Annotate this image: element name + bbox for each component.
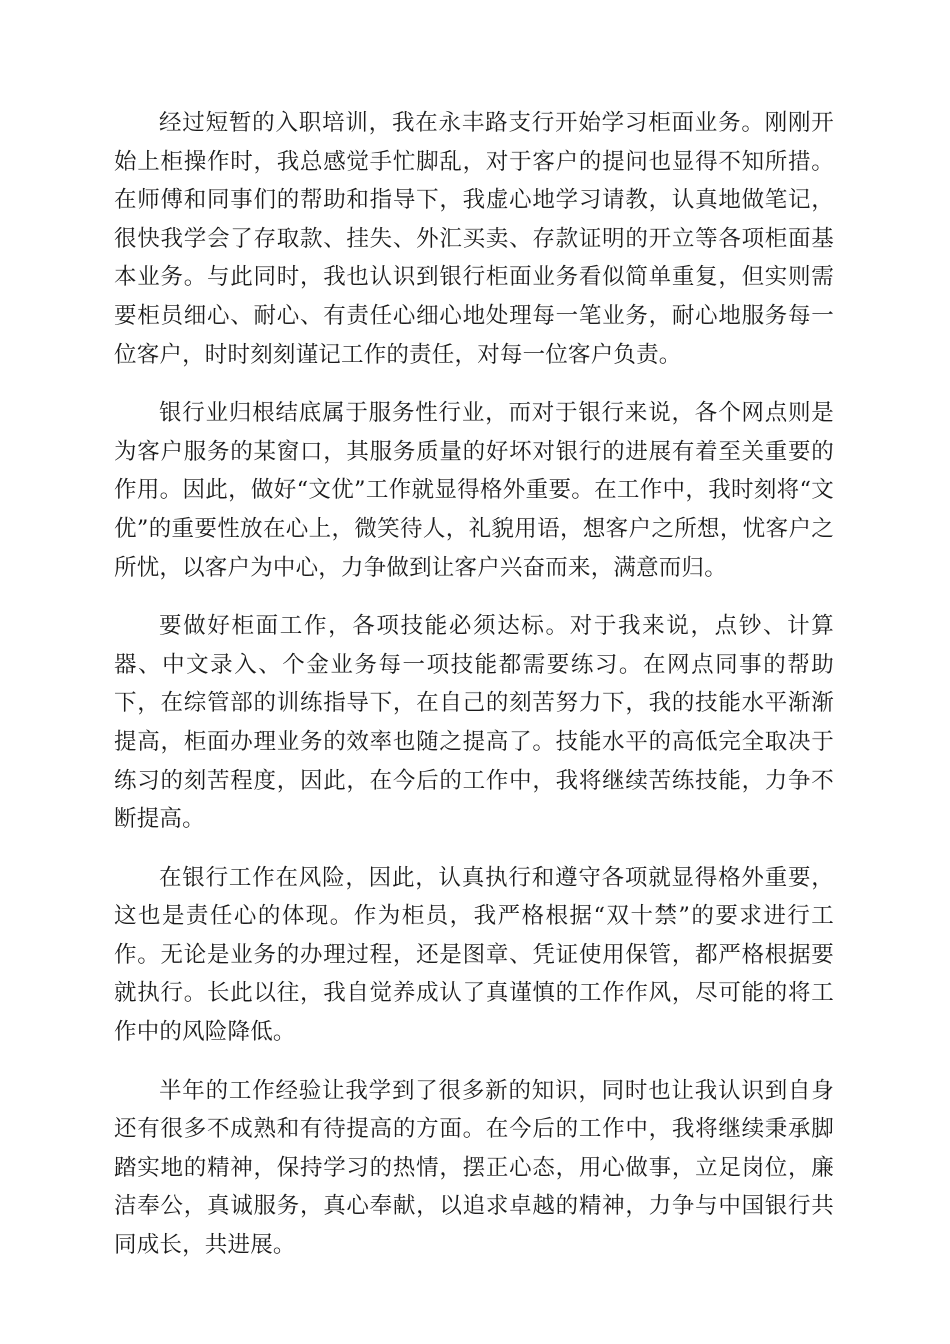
document-page xyxy=(114,104,834,1285)
paragraph-2: 银行业归根结底属于服务性行业，而对于银行来说，各个网点则是为客户服务的某窗口，其服务质量的好坏对银行的进展有着至关重要的作用。因此，做好“文优”工作就显得格外重要。在工作中，我时刻将“文优”的重要性放在心上，微笑待人，礼貌用语，想客户之所想，忧客户之所忧，以客户为中心，力争做到让客户兴奋而来，满意而归。 xyxy=(114,400,834,581)
paragraph-4: 在银行工作在风险，因此，认真执行和遵守各项就显得格外重要，这也是责任心的体现。作为柜员，我严格根据“双十禁”的要求进行工作。无论是业务的办理过程，还是图章、凭证使用保管，都严格根据要就执行。长此以往，我自觉养成认了真谨慎的工作作风，尽可能的将工作中的风险降低。 xyxy=(114,864,834,1046)
paragraph-1: 经过短暂的入职培训，我在永丰路支行开始学习柜面业务。刚刚开始上柜操作时，我总感觉手忙脚乱，对于客户的提问也显得不知所措。在师傅和同事们的帮助和指导下，我虚心地学习请教，认真地做笔记，很快我学会了存取款、挂失、外汇买卖、存款证明的开立等各项柜面基本业务。与此同时，我也认识到银行柜面业务看似简单重复，但实则需要柜员细心、耐心、有责任心细心地处理每一笔业务，耐心地服务每一位客户，时时刻刻谨记工作的责任，对每一位客户负责。 xyxy=(114,110,834,368)
paragraph-5: 半年的工作经验让我学到了很多新的知识，同时也让我认识到自身还有很多不成熟和有待提高的方面。在今后的工作中，我将继续秉承脚踏实地的精神，保持学习的热情，摆正心态，用心做事，立足岗位，廉洁奉公，真诚服务，真心奉献，以追求卓越的精神，力争与中国银行共同成长，共进展。 xyxy=(114,1077,834,1259)
paragraph-3: 要做好柜面工作，各项技能必须达标。对于我来说，点钞、计算器、中文录入、个金业务每一项技能都需要练习。在网点同事的帮助下，在综管部的训练指导下，在自己的刻苦努力下，我的技能水平渐渐提高，柜面办理业务的效率也随之提高了。技能水平的高低完全取决于练习的刻苦程度，因此，在今后的工作中，我将继续苦练技能，力争不断提高。 xyxy=(114,613,834,833)
